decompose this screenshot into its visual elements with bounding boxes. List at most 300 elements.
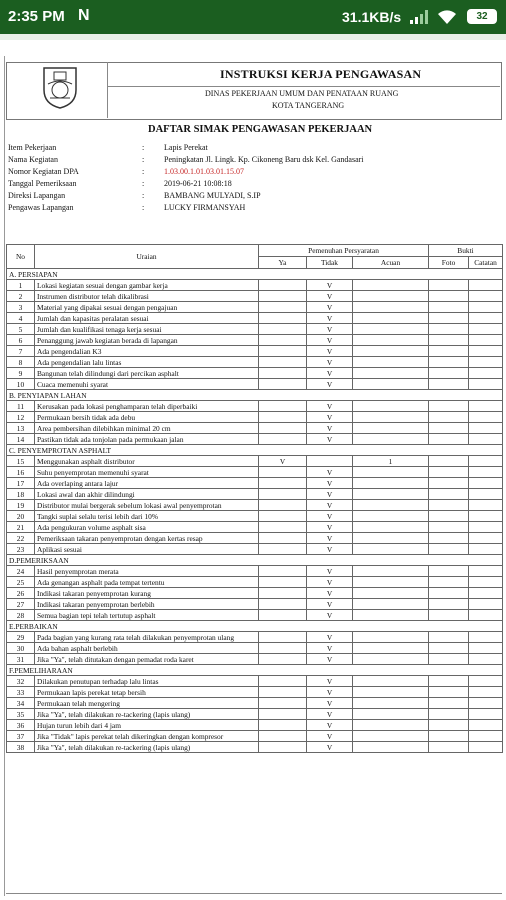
catatan-cell <box>469 489 503 500</box>
tidak-check: V <box>307 676 353 687</box>
table-row[interactable] <box>7 709 503 720</box>
col-pemenuhan: Pemenuhan Persyaratan <box>259 245 429 257</box>
catatan-cell <box>469 566 503 577</box>
ya-check <box>259 533 307 544</box>
row-number: 8 <box>7 357 35 368</box>
section-row <box>7 445 503 456</box>
table-row[interactable] <box>7 467 503 478</box>
col-ya: Ya <box>259 257 307 269</box>
row-description: Suhu penyemprotan memenuhi syarat <box>35 467 259 478</box>
ya-check <box>259 511 307 522</box>
tidak-check: V <box>307 346 353 357</box>
acuan-value <box>353 346 429 357</box>
row-description: Ada pengendalian K3 <box>35 346 259 357</box>
foto-cell <box>429 357 469 368</box>
ya-check <box>259 379 307 390</box>
notification-n-icon: N <box>78 7 90 24</box>
table-row[interactable] <box>7 434 503 445</box>
table-row[interactable] <box>7 346 503 357</box>
catatan-cell <box>469 500 503 511</box>
table-row[interactable] <box>7 280 503 291</box>
table-row[interactable] <box>7 368 503 379</box>
ya-check <box>259 676 307 687</box>
catatan-cell <box>469 302 503 313</box>
catatan-cell <box>469 709 503 720</box>
row-number: 21 <box>7 522 35 533</box>
catatan-cell <box>469 357 503 368</box>
info-label: Nomor Kegiatan DPA <box>8 167 79 176</box>
acuan-value <box>353 566 429 577</box>
section-title: A. PERSIAPAN <box>7 269 503 280</box>
acuan-value <box>353 643 429 654</box>
ya-check <box>259 335 307 346</box>
acuan-value <box>353 489 429 500</box>
col-acuan: Acuan <box>353 257 429 269</box>
ya-check <box>259 489 307 500</box>
ya-check <box>259 566 307 577</box>
row-number: 17 <box>7 478 35 489</box>
foto-cell <box>429 346 469 357</box>
ya-check <box>259 720 307 731</box>
row-number: 34 <box>7 698 35 709</box>
foto-cell <box>429 742 469 753</box>
tidak-check: V <box>307 599 353 610</box>
row-description: Instrumen distributor telah dikalibrasi <box>35 291 259 302</box>
foto-cell <box>429 599 469 610</box>
table-row[interactable] <box>7 412 503 423</box>
signal-icon <box>410 10 428 24</box>
row-description: Cuaca memenuhi syarat <box>35 379 259 390</box>
acuan-value <box>353 357 429 368</box>
foto-cell <box>429 324 469 335</box>
catatan-cell <box>469 577 503 588</box>
checklist-title: DAFTAR SIMAK PENGAWASAN PEKERJAAN <box>148 124 373 135</box>
row-number: 6 <box>7 335 35 346</box>
table-row[interactable] <box>7 423 503 434</box>
foto-cell <box>429 511 469 522</box>
section-row <box>7 621 503 632</box>
table-row[interactable] <box>7 687 503 698</box>
table-row[interactable] <box>7 566 503 577</box>
foto-cell <box>429 654 469 665</box>
table-row[interactable] <box>7 632 503 643</box>
table-row[interactable] <box>7 302 503 313</box>
acuan-value <box>353 313 429 324</box>
tidak-check: V <box>307 489 353 500</box>
row-description: Hujan turun lebih dari 4 jam <box>35 720 259 731</box>
acuan-value <box>353 676 429 687</box>
status-time: 2:35 PM <box>8 8 65 25</box>
tidak-check: V <box>307 280 353 291</box>
acuan-value <box>353 544 429 555</box>
table-row[interactable] <box>7 401 503 412</box>
ya-check <box>259 654 307 665</box>
acuan-value <box>353 401 429 412</box>
acuan-value <box>353 720 429 731</box>
ya-check <box>259 588 307 599</box>
foto-cell <box>429 401 469 412</box>
city-emblem-icon <box>40 64 80 110</box>
row-description: Pastikan tidak ada tonjolan pada permukaan jalan <box>35 434 259 445</box>
tidak-check: V <box>307 522 353 533</box>
section-row <box>7 555 503 566</box>
ya-check <box>259 731 307 742</box>
row-description: Ada pengendalian lalu lintas <box>35 357 259 368</box>
foto-cell <box>429 467 469 478</box>
catatan-cell <box>469 742 503 753</box>
acuan-value <box>353 610 429 621</box>
foto-cell <box>429 577 469 588</box>
wifi-icon <box>438 9 456 25</box>
row-description: Lokasi awal dan akhir dilindungi <box>35 489 259 500</box>
row-number: 13 <box>7 423 35 434</box>
row-number: 1 <box>7 280 35 291</box>
row-number: 33 <box>7 687 35 698</box>
network-speed: 31.1KB/s <box>342 9 402 25</box>
section-title: D.PEMERIKSAAN <box>7 555 503 566</box>
ya-check <box>259 346 307 357</box>
foto-cell <box>429 698 469 709</box>
table-row[interactable] <box>7 599 503 610</box>
info-label: Pengawas Lapangan <box>8 203 74 212</box>
foto-cell <box>429 368 469 379</box>
row-number: 25 <box>7 577 35 588</box>
catatan-cell <box>469 434 503 445</box>
ya-check <box>259 698 307 709</box>
row-description: Jumlah dan kualifikasi tenaga kerja sesuai <box>35 324 259 335</box>
foto-cell <box>429 489 469 500</box>
ya-check <box>259 544 307 555</box>
row-description: Pada bagian yang kurang rata telah dilakukan penyemprotan ulang <box>35 632 259 643</box>
acuan-value <box>353 379 429 390</box>
info-value: LUCKY FIRMANSYAH <box>164 203 246 212</box>
tidak-check: V <box>307 577 353 588</box>
tidak-check: V <box>307 687 353 698</box>
checklist-table <box>6 244 503 753</box>
tidak-check: V <box>307 643 353 654</box>
table-row[interactable] <box>7 357 503 368</box>
catatan-cell <box>469 379 503 390</box>
ya-check <box>259 324 307 335</box>
tidak-check: V <box>307 291 353 302</box>
table-row[interactable] <box>7 742 503 753</box>
acuan-value <box>353 412 429 423</box>
tidak-check: V <box>307 731 353 742</box>
foto-cell <box>429 478 469 489</box>
row-number: 30 <box>7 643 35 654</box>
section-title: B. PENYIAPAN LAHAN <box>7 390 503 401</box>
tidak-check: V <box>307 368 353 379</box>
foto-cell <box>429 610 469 621</box>
catatan-cell <box>469 401 503 412</box>
tidak-check: V <box>307 720 353 731</box>
row-description: Material yang dipakai sesuai dengan pengajuan <box>35 302 259 313</box>
foto-cell <box>429 302 469 313</box>
tidak-check: V <box>307 610 353 621</box>
ya-check <box>259 687 307 698</box>
section-row <box>7 665 503 676</box>
foto-cell <box>429 335 469 346</box>
tidak-check: V <box>307 632 353 643</box>
foto-cell <box>429 280 469 291</box>
info-colon: : <box>142 191 145 200</box>
row-description: Distributor mulai bergerak sebelum lokasi awal penyemprotan <box>35 500 259 511</box>
row-description: Lokasi kegiatan sesuai dengan gambar kerja <box>35 280 259 291</box>
acuan-value <box>353 654 429 665</box>
row-number: 14 <box>7 434 35 445</box>
col-tidak: Tidak <box>307 257 353 269</box>
tidak-check: V <box>307 302 353 313</box>
info-colon: : <box>142 143 145 152</box>
ya-check <box>259 478 307 489</box>
catatan-cell <box>469 280 503 291</box>
row-number: 32 <box>7 676 35 687</box>
catatan-cell <box>469 346 503 357</box>
page-bottom-rule <box>6 893 502 894</box>
table-row[interactable] <box>7 731 503 742</box>
ya-check <box>259 643 307 654</box>
table-row[interactable] <box>7 335 503 346</box>
catatan-cell <box>469 544 503 555</box>
section-title: F.PEMELIHARAAN <box>7 665 503 676</box>
foto-cell <box>429 423 469 434</box>
table-row[interactable] <box>7 544 503 555</box>
tidak-check: V <box>307 335 353 346</box>
row-description: Jika "Ya", telah ditutakan dengan pemadat roda karet <box>35 654 259 665</box>
table-row[interactable] <box>7 500 503 511</box>
row-number: 3 <box>7 302 35 313</box>
table-row[interactable] <box>7 489 503 500</box>
ya-check <box>259 291 307 302</box>
row-number: 28 <box>7 610 35 621</box>
ya-check <box>259 577 307 588</box>
info-value: Lapis Perekat <box>164 143 208 152</box>
info-value: Peningkatan Jl. Lingk. Kp. Cikoneng Baru dsk Kel. Gandasari <box>164 155 364 164</box>
row-number: 23 <box>7 544 35 555</box>
row-description: Ada bahan asphalt berlebih <box>35 643 259 654</box>
row-description: Permukaan bersih tidak ada debu <box>35 412 259 423</box>
tidak-check: V <box>307 434 353 445</box>
status-bar <box>0 0 506 34</box>
foto-cell <box>429 632 469 643</box>
table-row[interactable] <box>7 654 503 665</box>
row-description: Aplikasi sesuai <box>35 544 259 555</box>
acuan-value <box>353 423 429 434</box>
row-number: 16 <box>7 467 35 478</box>
foto-cell <box>429 412 469 423</box>
catatan-cell <box>469 291 503 302</box>
catatan-cell <box>469 511 503 522</box>
table-row[interactable] <box>7 379 503 390</box>
row-description: Ada overlaping antara lajur <box>35 478 259 489</box>
ya-check <box>259 313 307 324</box>
row-number: 4 <box>7 313 35 324</box>
acuan-value <box>353 478 429 489</box>
foto-cell <box>429 588 469 599</box>
ya-check <box>259 500 307 511</box>
acuan-value <box>353 511 429 522</box>
info-label: Nama Kegiatan <box>8 155 58 164</box>
row-description: Indikasi takaran penyemprotan berlebih <box>35 599 259 610</box>
ya-check <box>259 357 307 368</box>
catatan-cell <box>469 654 503 665</box>
acuan-value <box>353 588 429 599</box>
foto-cell <box>429 709 469 720</box>
tidak-check: V <box>307 742 353 753</box>
acuan-value <box>353 302 429 313</box>
table-row[interactable] <box>7 313 503 324</box>
catatan-cell <box>469 313 503 324</box>
acuan-value <box>353 522 429 533</box>
row-number: 10 <box>7 379 35 390</box>
catatan-cell <box>469 720 503 731</box>
catatan-cell <box>469 632 503 643</box>
table-row[interactable] <box>7 720 503 731</box>
table-row[interactable] <box>7 610 503 621</box>
foto-cell <box>429 456 469 467</box>
row-description: Jika "Ya", telah dilakukan re-tackering (lapis ulang) <box>35 742 259 753</box>
row-number: 35 <box>7 709 35 720</box>
acuan-value <box>353 335 429 346</box>
ya-check <box>259 467 307 478</box>
acuan-value <box>353 577 429 588</box>
tidak-check: V <box>307 544 353 555</box>
tidak-check: V <box>307 379 353 390</box>
table-row[interactable] <box>7 676 503 687</box>
row-number: 2 <box>7 291 35 302</box>
ya-check <box>259 423 307 434</box>
row-description: Jika "Tidak" lapis perekat telah dikeringkan dengan kompresor <box>35 731 259 742</box>
acuan-value <box>353 500 429 511</box>
acuan-value <box>353 467 429 478</box>
row-number: 18 <box>7 489 35 500</box>
table-row[interactable] <box>7 643 503 654</box>
row-description: Pemeriksaan takaran penyemprotan dengan kertas resap <box>35 533 259 544</box>
table-row[interactable] <box>7 588 503 599</box>
acuan-value <box>353 698 429 709</box>
table-row[interactable] <box>7 698 503 709</box>
app-toolbar-edge <box>0 34 506 40</box>
row-description: Penanggung jawab kegiatan berada di lapangan <box>35 335 259 346</box>
row-number: 20 <box>7 511 35 522</box>
foto-cell <box>429 643 469 654</box>
foto-cell <box>429 731 469 742</box>
ya-check: V <box>259 456 307 467</box>
acuan-value <box>353 291 429 302</box>
tidak-check <box>307 456 353 467</box>
table-row[interactable] <box>7 456 503 467</box>
foto-cell <box>429 500 469 511</box>
table-row[interactable] <box>7 533 503 544</box>
row-number: 12 <box>7 412 35 423</box>
catatan-cell <box>469 533 503 544</box>
foto-cell <box>429 720 469 731</box>
foto-cell <box>429 522 469 533</box>
acuan-value <box>353 533 429 544</box>
tidak-check: V <box>307 698 353 709</box>
row-number: 31 <box>7 654 35 665</box>
table-row[interactable] <box>7 577 503 588</box>
row-description: Permukaan telah mengering <box>35 698 259 709</box>
foto-cell <box>429 291 469 302</box>
section-title: E.PERBAIKAN <box>7 621 503 632</box>
row-description: Permukaan lapis perekat tetap bersih <box>35 687 259 698</box>
catatan-cell <box>469 698 503 709</box>
foto-cell <box>429 434 469 445</box>
info-label: Item Pekerjaan <box>8 143 57 152</box>
row-number: 37 <box>7 731 35 742</box>
table-row[interactable] <box>7 522 503 533</box>
acuan-value <box>353 434 429 445</box>
info-value: 2019-06-21 10:08:18 <box>164 179 232 188</box>
table-row[interactable] <box>7 478 503 489</box>
ya-check <box>259 742 307 753</box>
row-description: Dilakukan penutupan terhadap lalu lintas <box>35 676 259 687</box>
section-row <box>7 269 503 280</box>
row-number: 29 <box>7 632 35 643</box>
table-row[interactable] <box>7 291 503 302</box>
row-number: 38 <box>7 742 35 753</box>
city-name: KOTA TANGERANG <box>272 101 345 110</box>
acuan-value <box>353 742 429 753</box>
catatan-cell <box>469 335 503 346</box>
ya-check <box>259 599 307 610</box>
section-row <box>7 390 503 401</box>
tidak-check: V <box>307 533 353 544</box>
catatan-cell <box>469 731 503 742</box>
ya-check <box>259 412 307 423</box>
row-description: Semua bagian tepi telah tertutup asphalt <box>35 610 259 621</box>
tidak-check: V <box>307 500 353 511</box>
tidak-check: V <box>307 566 353 577</box>
info-colon: : <box>142 167 145 176</box>
row-number: 36 <box>7 720 35 731</box>
row-number: 19 <box>7 500 35 511</box>
catatan-cell <box>469 423 503 434</box>
acuan-value <box>353 687 429 698</box>
tidak-check: V <box>307 412 353 423</box>
row-number: 22 <box>7 533 35 544</box>
foto-cell <box>429 687 469 698</box>
table-row[interactable] <box>7 511 503 522</box>
info-colon: : <box>142 203 145 212</box>
row-description: Bangunan telah dilindungi dari percikan asphalt <box>35 368 259 379</box>
row-number: 24 <box>7 566 35 577</box>
catatan-cell <box>469 522 503 533</box>
ya-check <box>259 401 307 412</box>
foto-cell <box>429 566 469 577</box>
tidak-check: V <box>307 511 353 522</box>
foto-cell <box>429 676 469 687</box>
catatan-cell <box>469 368 503 379</box>
row-description: Hasil penyemprotan merata <box>35 566 259 577</box>
row-description: Area pembersihan dilebihkan minimal 20 cm <box>35 423 259 434</box>
catatan-cell <box>469 467 503 478</box>
row-number: 26 <box>7 588 35 599</box>
row-description: Jumlah dan kapasitas peralatan sesuai <box>35 313 259 324</box>
acuan-value <box>353 368 429 379</box>
catatan-cell <box>469 687 503 698</box>
row-description: Menggunakan asphalt distributor <box>35 456 259 467</box>
catatan-cell <box>469 610 503 621</box>
catatan-cell <box>469 478 503 489</box>
ya-check <box>259 709 307 720</box>
acuan-value: 1 <box>353 456 429 467</box>
ya-check <box>259 632 307 643</box>
acuan-value <box>353 632 429 643</box>
table-row[interactable] <box>7 324 503 335</box>
row-number: 7 <box>7 346 35 357</box>
